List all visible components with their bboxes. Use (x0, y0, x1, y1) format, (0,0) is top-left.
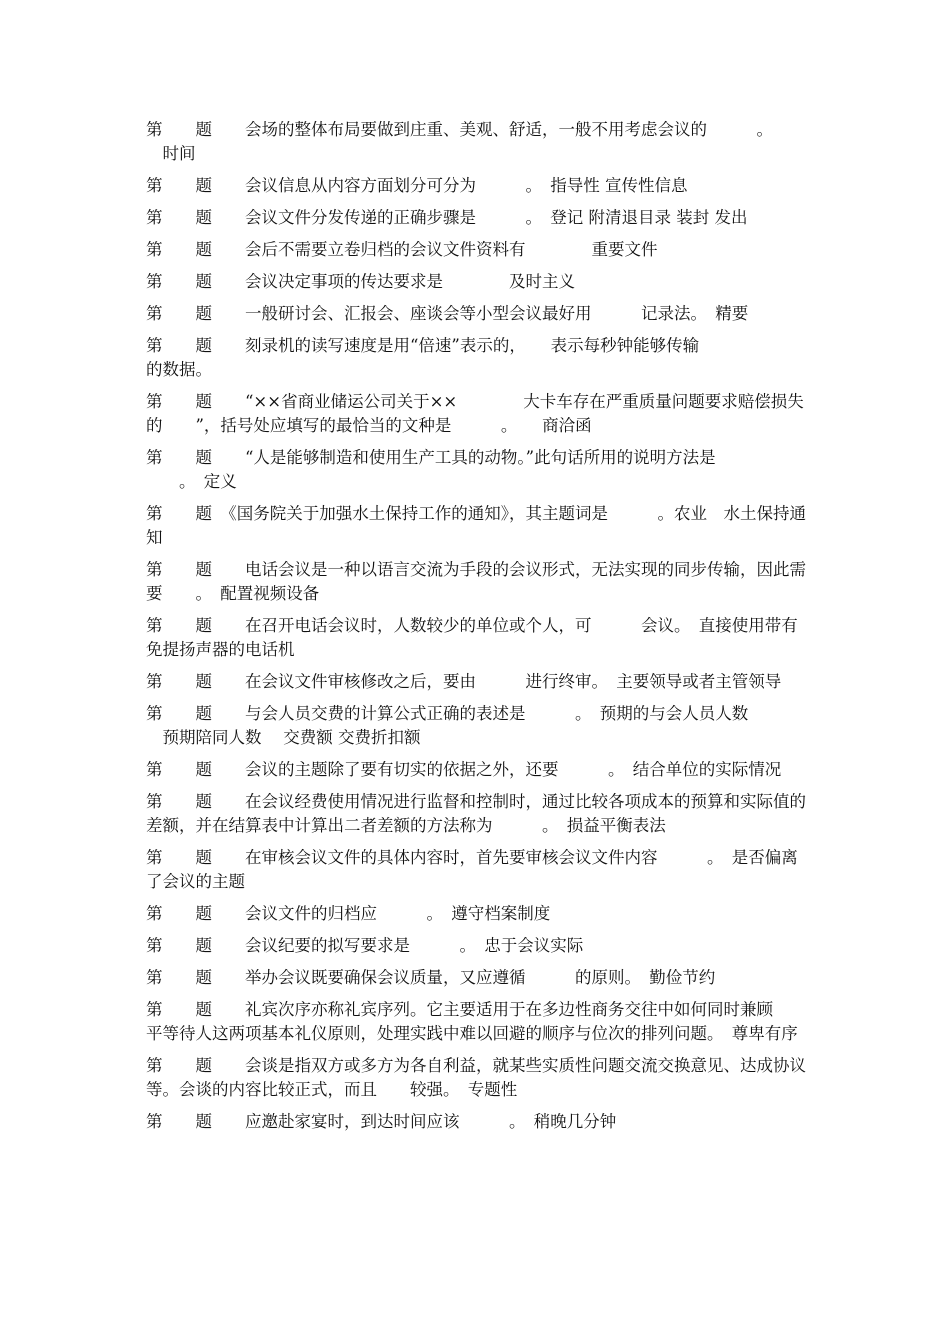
question-item: 第 题 与会人员交费的计算公式正确的表述是 。 预期的与会人员人数 预期陪同人数 交费额 交费折扣额 (146, 704, 749, 747)
question-list (146, 118, 823, 1142)
question-item: 第 题 会议信息从内容方面划分可分为 。 指导性 宣传性信息 (146, 176, 688, 195)
question-item: 第 题 会议文件的归档应 。 遵守档案制度 (146, 904, 551, 923)
question-item: 第 题 “××省商业储运公司关于×× 大卡车存在严重质量问题要求赔偿损失的 ”，括号处应填写的最恰当的文种是 。 商洽函 (146, 392, 804, 435)
question-item: 第 题 应邀赴家宴时，到达时间应该 。 稍晚几分钟 (146, 1112, 617, 1131)
question-item: 第 题 会场的整体布局要做到庄重、美观、舒适，一般不用考虑会议的 。 时间 (146, 120, 773, 163)
question-item: 第 题 礼宾次序亦称礼宾序列。它主要适用于在多边性商务交往中如何同时兼顾 平等待人这两项基本礼仪原则，处理实践中难以回避的顺序与位次的排列问题。 尊卑有序 (146, 1000, 823, 1043)
question-item: 第 题 会谈是指双方或多方为各自利益，就某些实质性问题交流交换意见、达成协议等。会谈的内容比较正式，而且 较强。 专题性 (146, 1056, 806, 1099)
question-item: 第 题 《国务院关于加强水土保持工作的通知》，其主题词是 。农业 水土保持通知 (146, 504, 806, 547)
question-item: 第 题 一般研讨会、汇报会、座谈会等小型会议最好用 记录法。 精要 (146, 304, 749, 323)
question-item: 第 题 会议纪要的拟写要求是 。 忠于会议实际 (146, 936, 584, 955)
question-item: 第 题 电话会议是一种以语言交流为手段的会议形式，无法实现的同步传输，因此需要 。 配置视频设备 (146, 560, 806, 603)
question-item: 第 题 在召开电话会议时，人数较少的单位或个人，可 会议。 直接使用带有免提扬声器的电话机 (146, 616, 798, 659)
question-item: 第 题 会议的主题除了要有切实的依据之外，还要 。 结合单位的实际情况 (146, 760, 782, 779)
question-item: 第 题 会后不需要立卷归档的会议文件资料有 重要文件 (146, 240, 658, 259)
question-item: 第 题 会议决定事项的传达要求是 及时主义 (146, 272, 575, 291)
question-item: 第 题 刻录机的读写速度是用“倍速”表示的， 表示每秒钟能够传输 的数据。 (146, 336, 700, 379)
question-item: 第 题 举办会议既要确保会议质量，又应遵循 的原则。 勤俭节约 (146, 968, 716, 987)
question-item: 第 题 “人是能够制造和使用生产工具的动物。”此句话所用的说明方法是 。 定义 (146, 448, 716, 491)
question-item: 第 题 在审核会议文件的具体内容时，首先要审核会议文件内容 。 是否偏离了会议的主题 (146, 848, 798, 891)
question-item: 第 题 在会议文件审核修改之后，要由 进行终审。 主要领导或者主管领导 (146, 672, 782, 691)
question-item: 第 题 在会议经费使用情况进行监督和控制时，通过比较各项成本的预算和实际值的差额，并在结算表中计算出二者差额的方法称为 。 损益平衡表法 (146, 792, 806, 835)
question-item: 第 题 会议文件分发传递的正确步骤是 。 登记 附清退目录 装封 发出 (146, 208, 748, 227)
